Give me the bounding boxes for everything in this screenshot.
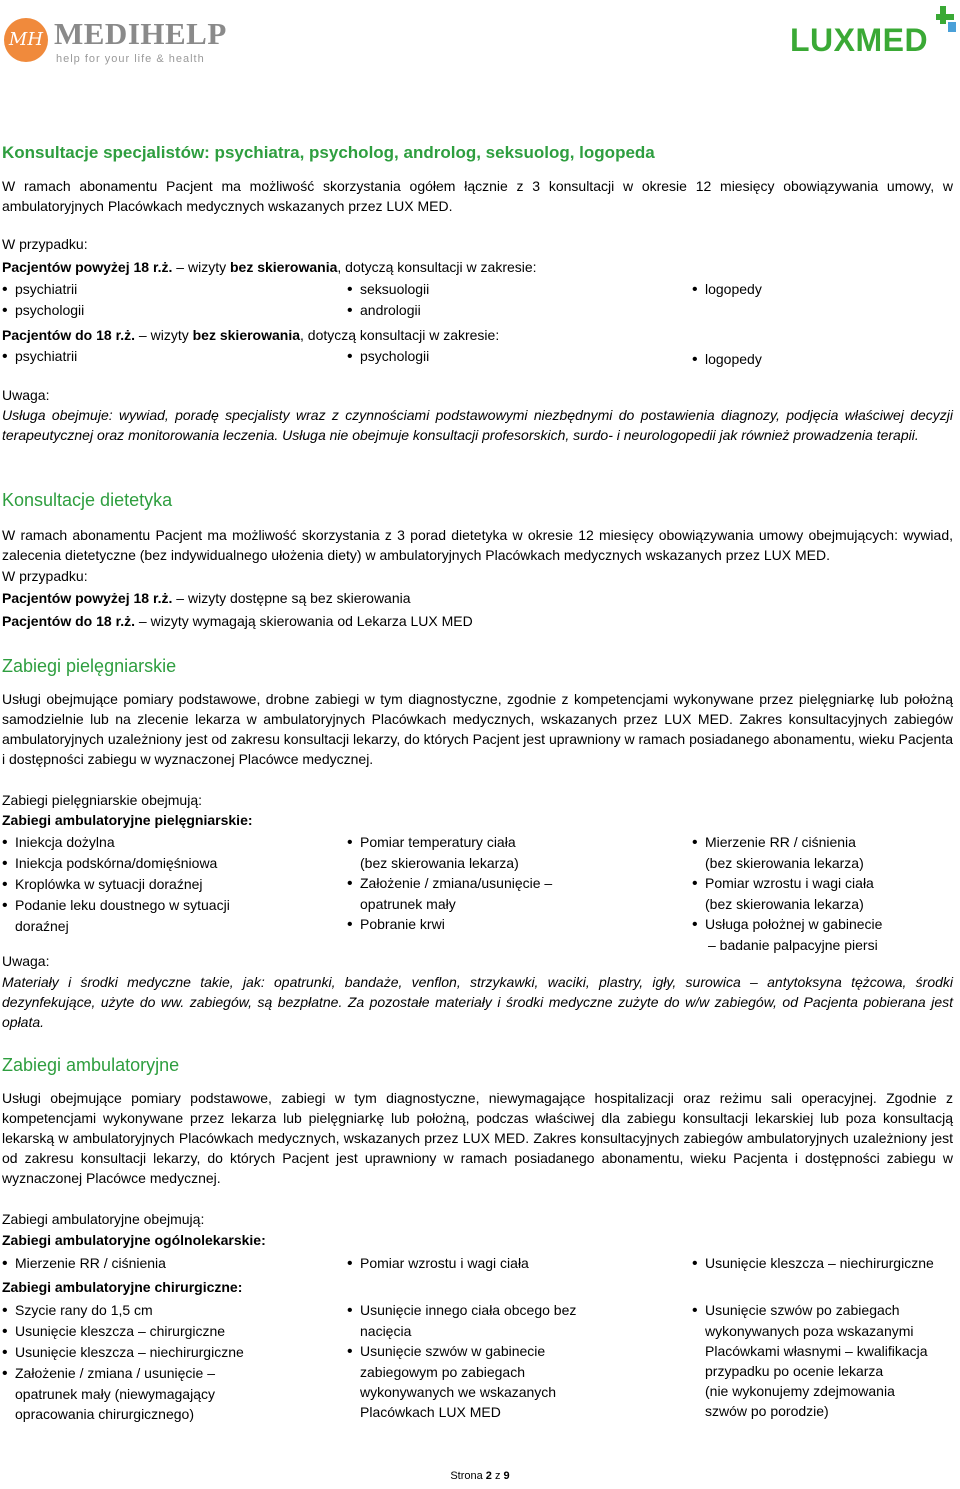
section-title-konsultacje-dietetyka: Konsultacje dietetyka xyxy=(2,490,173,510)
list-item: • Szycie rany do 1,5 cm xyxy=(2,1300,244,1321)
list-item-continuation: nacięcia xyxy=(360,1323,412,1339)
s1-adult-text-c: , dotyczą konsultacji w zakresie: xyxy=(337,259,537,275)
list-item: • Podanie leku doustnego w sytuacji xyxy=(2,895,230,916)
list-item: • Kroplówka w sytuacji doraźnej xyxy=(2,874,230,895)
s4-column-3 xyxy=(692,1300,928,1421)
list-item: • Pobranie krwi xyxy=(347,914,552,935)
list-item-continuation: przypadku po ocenie lekarza xyxy=(705,1363,884,1379)
list-item-continuation: – badanie palpacyjne piersi xyxy=(708,937,878,953)
list-item: • psychiatrii xyxy=(2,346,77,367)
list-item-continuation: opatrunek mały (niewymagający xyxy=(15,1386,215,1402)
s1-adult-line xyxy=(2,257,537,277)
list-item-continuation: opracowania chirurgicznego) xyxy=(15,1406,194,1422)
list-item: • Pomiar wzrostu i wagi ciała xyxy=(692,873,882,894)
list-item-continuation: wykonywanych we wskazanych xyxy=(360,1384,557,1400)
footer-page-number: 2 xyxy=(485,1470,492,1482)
s1-uwaga: Uwaga: xyxy=(2,387,50,403)
list-item: • psychologii xyxy=(347,346,429,367)
s1-adult-label: Pacjentów powyżej 18 r.ż. xyxy=(2,259,173,275)
medihelp-name: MEDIHELP xyxy=(54,16,227,51)
section-title-zabiegi-ambulatoryjne: Zabiegi ambulatoryjne xyxy=(2,1055,180,1075)
s2-adult-line xyxy=(2,588,411,608)
footer-page-total: 9 xyxy=(503,1470,510,1482)
list-item: • Usunięcie kleszcza – niechirurgiczne xyxy=(692,1253,934,1274)
s4-subheading-ogolnolekarskie: Zabiegi ambulatoryjne ogólnolekarskie: xyxy=(2,1232,266,1248)
list-item: • psychologii xyxy=(2,300,84,321)
s3-column-2 xyxy=(347,832,552,935)
list-item-continuation: opatrunek mały xyxy=(360,896,456,912)
list-item-continuation: (bez skierowania lekarza) xyxy=(705,896,864,912)
list-item: • Usługa położnej w gabinecie xyxy=(692,914,882,935)
list-item: • Usunięcie szwów po zabiegach xyxy=(692,1300,928,1321)
medihelp-tagline: help for your life & health xyxy=(56,53,205,65)
luxmed-name: LUXMED xyxy=(790,22,929,58)
s2-child-label: Pacjentów do 18 r.ż. xyxy=(2,613,136,629)
s1-child-label: Pacjentów do 18 r.ż. xyxy=(2,327,136,343)
medihelp-logo xyxy=(4,12,244,65)
list-item: • Mierzenie RR / ciśnienia xyxy=(692,832,882,853)
list-item: • logopedy xyxy=(692,279,762,300)
s3-column-1 xyxy=(2,832,230,936)
list-item: • logopedy xyxy=(692,349,762,370)
s3-subheading: Zabiegi ambulatoryjne pielęgniarskie: xyxy=(2,812,253,828)
medihelp-mark-icon: MH xyxy=(4,18,48,62)
s3-uwaga: Uwaga: xyxy=(2,953,50,969)
list-item-continuation: zabiegowym po zabiegach xyxy=(360,1364,525,1380)
section-title-konsultacje-specjalistow: Konsultacje specjalistów: psychiatra, psycholog, androlog, seksuolog, logopeda xyxy=(2,143,655,162)
list-item-continuation: szwów po porodzie) xyxy=(705,1403,829,1419)
list-item: • Pomiar temperatury ciała xyxy=(347,832,552,853)
list-item-continuation: doraźnej xyxy=(15,918,69,934)
s1-intro: W ramach abonamentu Pacjent ma możliwość skorzystania ogółem łącznie z 3 konsultacji w okresie 12 miesięcy obowiązywania umowy, w ambulatoryjnych Placówkach medycznych wskazanych przez LUX MED. xyxy=(2,178,953,214)
list-item: • psychiatrii xyxy=(2,279,77,300)
section-title-zabiegi-pielegniarskie: Zabiegi pielęgniarskie xyxy=(2,656,177,676)
s4-column-1 xyxy=(2,1300,244,1424)
s1-child-text-c: , dotyczą konsultacji w zakresie: xyxy=(300,327,500,343)
list-item: • Usunięcie innego ciała obcego bez xyxy=(347,1300,576,1321)
list-item-continuation: (bez skierowania lekarza) xyxy=(705,855,864,871)
s3-column-3 xyxy=(692,832,882,955)
list-item: • Mierzenie RR / ciśnienia xyxy=(2,1253,166,1274)
luxmed-cross-icon xyxy=(932,6,956,32)
list-item-continuation: (nie wykonujemy zdejmowania xyxy=(705,1383,895,1399)
footer-strona: Strona xyxy=(450,1470,486,1482)
s1-adult-text-b: bez skierowania xyxy=(229,259,338,275)
list-item: • Iniekcja podskórna/domięśniowa xyxy=(2,853,230,874)
s3-intro: Usługi obejmujące pomiary podstawowe, drobne zabiegi w tym diagnostyczne, zgodnie z kompetencjami wykonywane przez pielęgniarkę lub położną samodzielnie lub na zlecenie lekarza w ambulatoryjnych Placówkach medycznych, wskazanych przez LUX MED. Zakres konsultacyjnych zabiegów ambulatoryjnych uzależniony jest od zakresu konsultacji lekarzy, do których Pacjent jest uprawniony w ramach posiadanego abonamentu, wieku Pacjenta i dostępności zabiegu w wyznaczonej Placówce medycznej. xyxy=(2,691,953,767)
s4-obejmuja: Zabiegi ambulatoryjne obejmują: xyxy=(2,1211,205,1227)
list-item-continuation: wykonywanych poza wskazanymi xyxy=(705,1323,914,1339)
s1-child-line xyxy=(2,325,499,345)
s2-intro: W ramach abonamentu Pacjent ma możliwość skorzystania z 3 porad dietetyka w okresie 12 miesięcy obowiązywania umowy obejmujących: wywiad, zalecenia dietetyczne (bez indywidualnego ułożenia diety) w ambulatoryjnych Placówkach medycznych wskazanych przez LUX MED. xyxy=(2,527,953,563)
luxmed-logo xyxy=(790,6,958,56)
s1-child-text-b: bez skierowania xyxy=(192,327,301,343)
list-item: • Usunięcie kleszcza – niechirurgiczne xyxy=(2,1342,244,1363)
s2-child-line xyxy=(2,611,473,631)
list-item: • andrologii xyxy=(347,300,421,321)
s1-w-przypadku: W przypadku: xyxy=(2,236,88,252)
list-item-continuation: (bez skierowania lekarza) xyxy=(360,855,519,871)
list-item: • Założenie / zmiana/usunięcie – xyxy=(347,873,552,894)
page-footer xyxy=(0,1469,960,1483)
s2-child-text: – wizyty wymagają skierowania od Lekarza LUX MED xyxy=(135,613,473,629)
list-item: • Założenie / zmiana / usunięcie – xyxy=(2,1363,244,1384)
list-item: • Iniekcja dożylna xyxy=(2,832,230,853)
s1-child-text-a: – wizyty xyxy=(135,327,193,343)
footer-z: z xyxy=(491,1470,504,1482)
s3-note: Materiały i środki medyczne takie, jak: opatrunki, bandaże, venflon, strzykawki, waciki, plastry, igły, surowica – antytoksyna tężcowa, środki dezynfekujące, użyte do ww. zabiegów, są bezpłatne. Za pozostałe materiały i środki medyczne zużyte do w/w zabiegów, od Pacjenta pobierana jest opłata. xyxy=(2,974,953,1030)
list-item: • Usunięcie kleszcza – chirurgiczne xyxy=(2,1321,244,1342)
s2-w-przypadku: W przypadku: xyxy=(2,568,88,584)
list-item-continuation: Placówkach LUX MED xyxy=(360,1404,501,1420)
s1-note: Usługa obejmuje: wywiad, poradę specjalisty wraz z czynnościami podstawowymi niezbędnymi do postawienia diagnozy, podjęcia właściwej decyzji terapeutycznej oraz monitorowania leczenia. Usługa nie obejmuje konsultacji profesorskich, surdo- i neurologopedii jak również prowadzenia terapii. xyxy=(2,407,953,443)
list-item: • seksuologii xyxy=(347,279,429,300)
s2-adult-text: – wizyty dostępne są bez skierowania xyxy=(172,590,411,606)
s4-subheading-chirurgiczne: Zabiegi ambulatoryjne chirurgiczne: xyxy=(2,1279,243,1295)
s4-intro: Usługi obejmujące pomiary podstawowe, zabiegi w tym diagnostyczne, niewymagające hospitalizacji oraz reżimu sali operacyjnej. Zgodnie z kompetencjami wykonywane przez lekarza lub pielęgniarkę lub położną, podczas właściwej dla zabiegu konsultacji lekarskiej lub poza konsultacją lekarską w ambulatoryjnych Placówkach medycznych, wskazanych przez LUX MED. Zakres konsultacyjnych zabiegów ambulatoryjnych uzależniony jest od zakresu konsultacji lekarzy, do których Pacjent jest uprawniony w ramach posiadanego abonamentu, wieku Pacjenta i dostępności zabiegu w wyznaczonej Placówce medycznej. xyxy=(2,1090,953,1186)
list-item: • Pomiar wzrostu i wagi ciała xyxy=(347,1253,529,1274)
s2-adult-label: Pacjentów powyżej 18 r.ż. xyxy=(2,590,173,606)
s1-adult-text-a: – wizyty xyxy=(172,259,230,275)
s4-column-2 xyxy=(347,1300,576,1422)
s3-obejmuja: Zabiegi pielęgniarskie obejmują: xyxy=(2,792,203,808)
list-item-continuation: Placówkami własnymi – kwalifikacja xyxy=(705,1343,928,1359)
list-item: • Usunięcie szwów w gabinecie xyxy=(347,1341,576,1362)
